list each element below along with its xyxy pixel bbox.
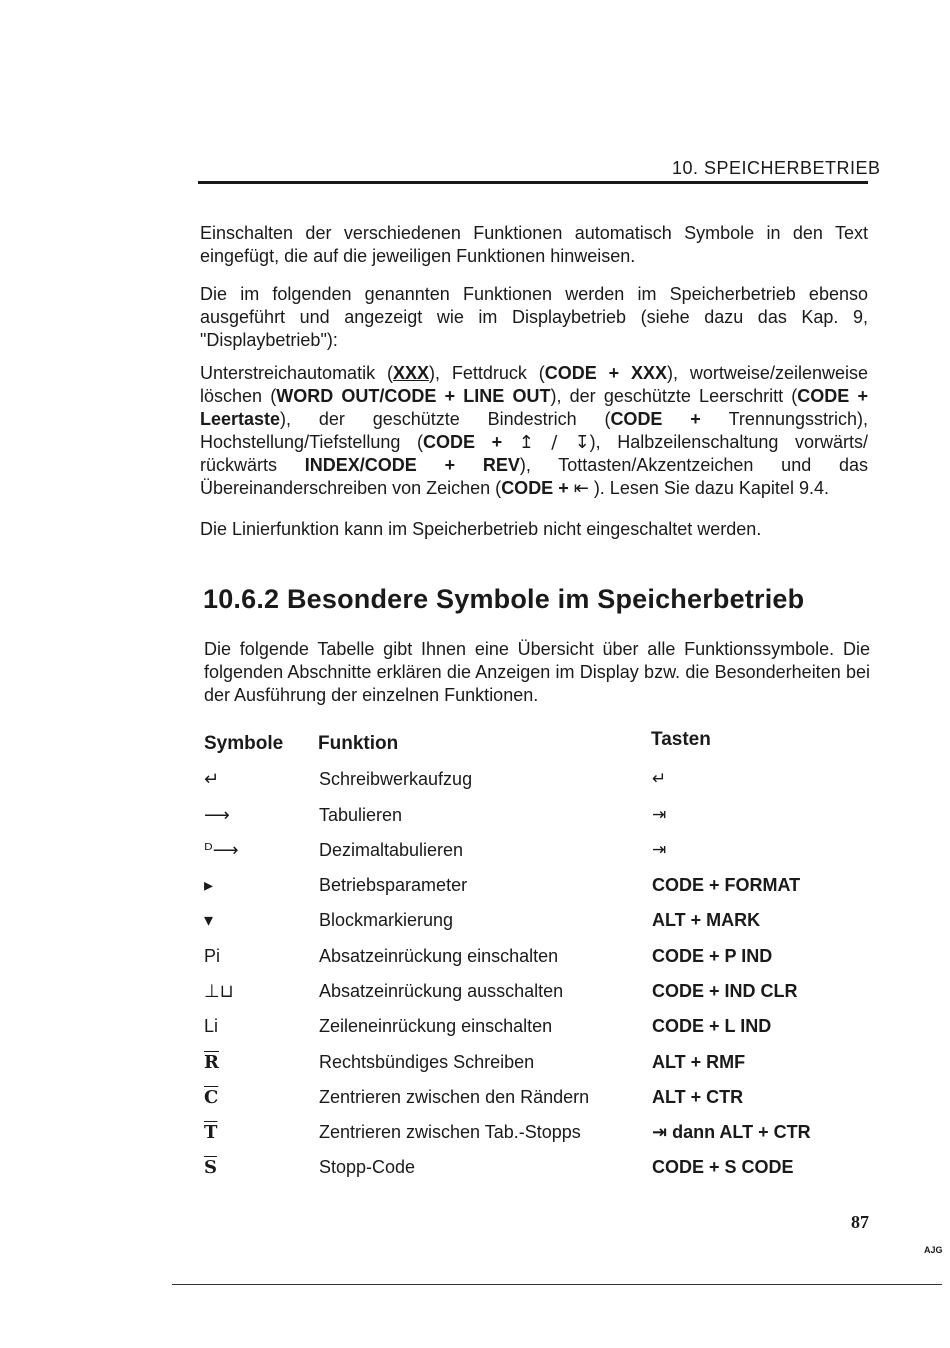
return-key-icon: ↵ xyxy=(652,769,667,789)
indent-clear-symbol-icon: ⊥⊔ xyxy=(204,981,234,1002)
keys-cell: CODE + IND CLR xyxy=(652,981,798,1001)
table-row xyxy=(204,1052,884,1087)
paragraph-display-reference: Die im folgenden genannten Funktionen werden im Speicherbetrieb ebenso ausgeführt und angezeigt wie im Displaybetrieb (siehe dazu das Kap. 9, "Displaybetrieb"): xyxy=(200,284,868,350)
header-rule xyxy=(198,181,868,184)
triangle-right-icon: ▸ xyxy=(204,875,214,896)
table-row xyxy=(204,981,884,1016)
tab-symbol-icon: ⟶ xyxy=(204,805,230,826)
column-header-symbole: Symbole xyxy=(204,733,284,754)
column-header-tasten: Tasten xyxy=(651,729,711,750)
symbol-cell: $\overline{S}$ xyxy=(204,1157,217,1178)
page-number: 87 xyxy=(851,1212,869,1232)
function-cell: Absatzeinrückung einschalten xyxy=(319,946,559,966)
function-cell: Absatzeinrückung ausschalten xyxy=(319,981,564,1001)
symbol-cell: Pi xyxy=(204,946,221,966)
table-row xyxy=(204,840,884,875)
paragraph-function-list: Unterstreichautomatik (XXX), Fettdruck (CODE + XXX), wortweise/zeilenweise löschen (WORD OUT/CODE + LINE OUT), der geschützte Leerschritt (CODE + Leertaste), der geschützte Bindestrich (CODE + Trennungsstrich), Hochstellung/Tiefstellung (CODE + ↥ / ↧), Halbzeilenschaltung vorwärts/ rückwärts INDEX/CODE + REV), Tottasten/Akzentzeichen und das Übereinanderschreiben von Zeichen (CODE + ⇤ ). Lesen Sie dazu Kapitel 9.4. xyxy=(200,363,868,499)
function-cell: Tabulieren xyxy=(319,805,403,825)
table-row xyxy=(204,769,884,804)
table-row xyxy=(204,875,884,910)
function-cell: Zeileneinrückung einschalten xyxy=(319,1016,553,1036)
function-cell: Stopp-Code xyxy=(319,1157,416,1177)
table-row xyxy=(204,1016,884,1051)
section-title: 10.6.2 Besondere Symbole im Speicherbetrieb xyxy=(203,584,805,614)
return-symbol-icon: ↵ xyxy=(204,769,220,790)
function-cell: Blockmarkierung xyxy=(319,910,454,930)
corner-mark: AJG xyxy=(924,1245,943,1255)
keys-cell: ⇥ dann ALT + CTR xyxy=(652,1122,811,1142)
function-cell: Zentrieren zwischen Tab.-Stopps xyxy=(319,1122,581,1142)
table-row xyxy=(204,1157,884,1192)
footer-rule xyxy=(172,1284,942,1285)
function-cell: Schreibwerkaufzug xyxy=(319,769,473,789)
paragraph-line-function: Die Linierfunktion kann im Speicherbetrieb nicht eingeschaltet werden. xyxy=(200,519,762,539)
symbol-cell: $\overline{R}$ xyxy=(204,1052,219,1073)
symbol-cell: $\overline{C}$ xyxy=(204,1087,219,1108)
paragraph-intro: Einschalten der verschiedenen Funktionen automatisch Symbole in den Text eingefügt, die auf die jeweiligen Funktionen hinweisen. xyxy=(200,223,868,266)
symbol-cell: Li xyxy=(204,1016,219,1036)
table-row xyxy=(204,946,884,981)
keys-cell: ALT + RMF xyxy=(652,1052,746,1072)
function-cell: Zentrieren zwischen den Rändern xyxy=(319,1087,590,1107)
function-cell: Rechtsbündiges Schreiben xyxy=(319,1052,535,1072)
running-head: 10. SPEICHERBETRIEB xyxy=(672,158,881,178)
tab-key-icon: ⇥ xyxy=(652,840,667,860)
paragraph-table-intro: Die folgende Tabelle gibt Ihnen eine Übersicht über alle Funktionssymbole. Die folgenden Abschnitte erklären die Anzeigen im Display bzw. die Besonderheiten bei der Ausführung der einzelnen Funktionen. xyxy=(204,639,870,705)
function-cell: Betriebsparameter xyxy=(319,875,468,895)
symbol-cell: $\overline{T}$ xyxy=(204,1122,218,1143)
superscript-subscript-icon: ↥ / ↧ xyxy=(518,432,590,453)
decimal-tab-symbol-icon: ᴰ⟶ xyxy=(204,840,239,861)
tab-key-icon: ⇥ xyxy=(652,805,667,825)
table-row xyxy=(204,1087,884,1122)
keys-cell: CODE + S CODE xyxy=(652,1157,794,1177)
keys-cell: ALT + CTR xyxy=(652,1087,744,1107)
column-header-funktion: Funktion xyxy=(318,733,399,754)
table-row xyxy=(204,910,884,945)
keys-cell: CODE + P IND xyxy=(652,946,773,966)
keys-cell: ALT + MARK xyxy=(652,910,761,930)
triangle-down-icon: ▾ xyxy=(204,910,214,931)
backspace-key-icon: ⇤ xyxy=(573,478,589,499)
keys-cell: CODE + L IND xyxy=(652,1016,772,1036)
keys-cell: CODE + FORMAT xyxy=(652,875,801,895)
table-row xyxy=(204,805,884,840)
table-row xyxy=(204,1122,884,1157)
function-cell: Dezimaltabulieren xyxy=(319,840,464,860)
